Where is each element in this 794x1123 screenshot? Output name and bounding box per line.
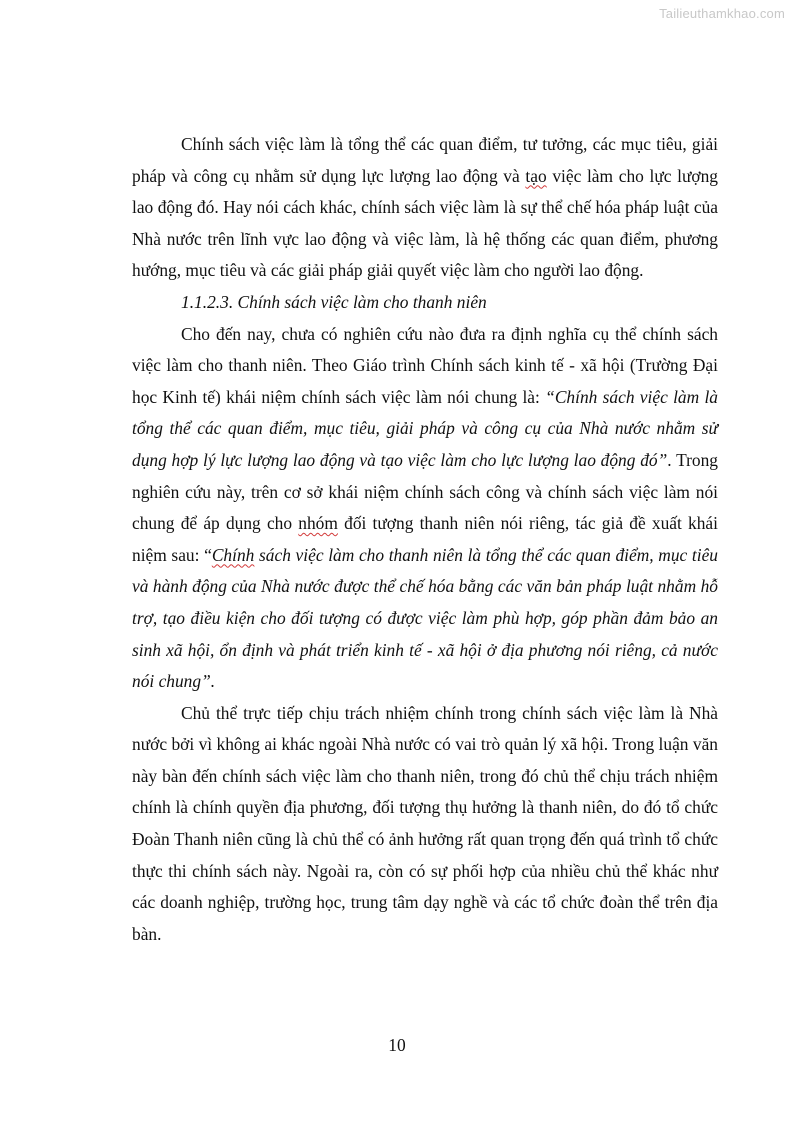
paragraph-youth-policy xyxy=(132,319,718,698)
quote-definition: “Chính sách việc làm là tổng thể các quan điểm, mục tiêu, giải pháp và công cụ của Nhà nước nhằm sử dụng hợp lý lực lượng lao động và tạo việc làm cho lực lượng lao động đó” xyxy=(132,386,718,470)
paragraph-responsibility: Chủ thể trực tiếp chịu trách nhiệm chính trong chính sách việc làm là Nhà nước bởi vì không ai khác ngoài Nhà nước có vai trò quản lý xã hội. Trong luận văn này bàn đến chính sách việc làm cho thanh niên, trong đó chủ thể chịu trách nhiệm chính là chính quyền địa phương, đối tượng thụ hưởng là thanh niên, do đó tổ chức Đoàn Thanh niên cũng là chủ thể có ảnh hưởng rất quan trọng đến quá trình tổ chức thực thi chính sách này. Ngoài ra, còn có sự phối hợp của nhiều chủ thể khác như các doanh nghiệp, trường học, trung tâm dạy nghề và các tổ chức đoàn thể trên địa bàn. xyxy=(132,702,718,944)
text-run: . Trong nghiên cứu này, trên cơ sở khái niệm chính sách công và chính sách việc làm nói chung để áp dụng cho xyxy=(132,449,718,534)
text-run: Chính sách việc làm là tổng thể các quan điểm, tư tưởng, các mục tiêu, giải pháp và công cụ nhằm sử dụng lực lượng lao động và xyxy=(132,134,718,186)
document-body xyxy=(132,129,718,950)
paragraph-definition xyxy=(132,129,718,287)
page-number: 10 xyxy=(388,1035,406,1055)
section-heading: 1.1.2.3. Chính sách việc làm cho thanh niên xyxy=(181,291,487,312)
watermark: Tailieuthamkhao.com xyxy=(659,6,785,21)
text-run: việc làm cho lực lượng lao động đó. Hay nói cách khác, chính sách việc làm là sự thể chế hóa pháp luật của Nhà nước trên lĩnh vực lao động và việc làm, là hệ thống các quan điểm, phương hướng, mục tiêu và các giải pháp giải quyết việc làm cho người lao động. xyxy=(132,165,718,281)
text-run: đối tượng thanh niên nói riêng, tác giả đề xuất khái niệm sau: “ xyxy=(132,513,718,565)
spellcheck-word: nhóm xyxy=(298,513,338,534)
quote-proposed-definition: sách việc làm cho thanh niên là tổng thể các quan điểm, mục tiêu và hành động của Nhà nước được thể chế hóa bằng các văn bản pháp luật nhằm hỗ trợ, tạo điều kiện cho đối tượng có được việc làm phù hợp, góp phần đảm bảo an sinh xã hội, ổn định và phát triển kinh tế - xã hội ở địa phương nói riêng, cả nước nói chung”. xyxy=(132,544,718,692)
text-run: Cho đến nay, chưa có nghiên cứu nào đưa ra định nghĩa cụ thể chính sách việc làm cho thanh niên. Theo Giáo trình Chính sách kinh tế - xã hội (Trường Đại học Kinh tế) khái niệm chính sách việc làm nói chung là: xyxy=(132,323,718,407)
spellcheck-word: tạo xyxy=(525,165,547,186)
spellcheck-word: Chính xyxy=(211,544,255,565)
